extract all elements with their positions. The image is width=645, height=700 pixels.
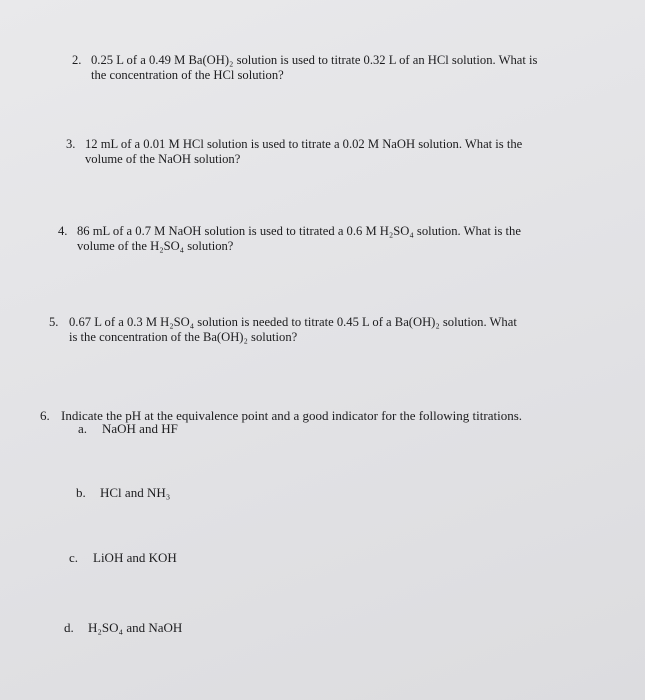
question-5-line-2: is the concentration of the Ba(OH)₂ solution? <box>69 330 298 344</box>
question-2-number: 2. <box>72 53 82 67</box>
question-4-number: 4. <box>58 224 68 238</box>
subpart-b <box>76 485 170 500</box>
subpart-b-letter: b. <box>76 485 86 500</box>
question-6-text: Indicate the pH at the equivalence point and a good indicator for the following titrations. <box>61 408 522 423</box>
question-2 <box>72 53 537 83</box>
question-2-line-2: the concentration of the HCl solution? <box>91 68 284 82</box>
question-5 <box>49 315 517 345</box>
subpart-a-letter: a. <box>78 421 88 436</box>
question-3-number: 3. <box>66 137 76 151</box>
question-4-line-1 <box>58 224 521 239</box>
question-5-line-1 <box>49 315 517 330</box>
question-2-line-1 <box>72 53 537 68</box>
subpart-d-letter: d. <box>64 620 74 635</box>
subpart-d-text: H₂SO₄ and NaOH <box>88 620 183 635</box>
subpart-b-text: HCl and NH₃ <box>100 485 171 500</box>
question-3-line-2: volume of the NaOH solution? <box>85 152 241 166</box>
question-3-line-1 <box>66 137 522 152</box>
question-4 <box>58 224 521 254</box>
question-2-text: 0.25 L of a 0.49 M Ba(OH)₂ solution is used to titrate 0.32 L of an HCl solution. What is <box>91 53 538 67</box>
subpart-c <box>69 550 177 565</box>
subpart-a <box>78 421 178 436</box>
subpart-d <box>64 620 182 635</box>
subpart-c-text: LiOH and KOH <box>93 550 177 565</box>
question-6-number: 6. <box>40 408 50 423</box>
question-4-text: 86 mL of a 0.7 M NaOH solution is used to titrated a 0.6 M H₂SO₄ solution. What is the <box>77 224 521 238</box>
question-4-line-2: volume of the H₂SO₄ solution? <box>77 239 234 253</box>
subpart-a-text: NaOH and HF <box>102 421 178 436</box>
question-3-text: 12 mL of a 0.01 M HCl solution is used to titrate a 0.02 M NaOH solution. What is the <box>85 137 523 151</box>
question-5-text: 0.67 L of a 0.3 M H₂SO₄ solution is needed to titrate 0.45 L of a Ba(OH)₂ solution. What <box>69 315 517 329</box>
question-3 <box>66 137 522 167</box>
question-5-number: 5. <box>49 315 59 329</box>
subpart-c-letter: c. <box>69 550 79 565</box>
